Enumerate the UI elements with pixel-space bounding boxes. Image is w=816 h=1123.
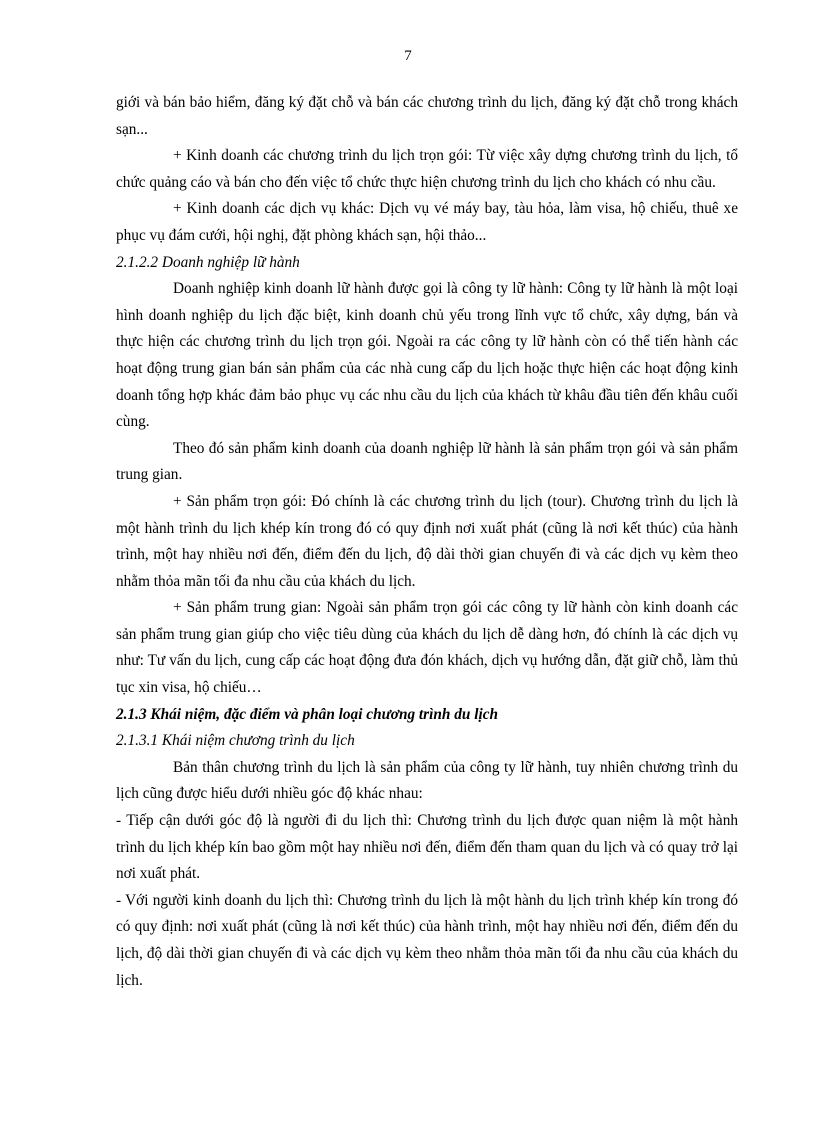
document-body (116, 90, 738, 994)
paragraph-package-product: + Sản phẩm trọn gói: Đó chính là các chương trình du lịch (tour). Chương trình du lịch là một hành trình du lịch khép kín trong đó có quy định nơi xuất phát (cũng là nơi kết thúc) của hành trình, một hay nhiều nơi đến, điểm đến du lịch, độ dài thời gian chuyến đi và các dịch vụ kèm theo nhằm thỏa mãn tối đa nhu cầu của khách du lịch. (116, 492, 738, 590)
paragraph-tour-concept-intro: Bản thân chương trình du lịch là sản phẩm của công ty lữ hành, tuy nhiên chương trình du lịch cũng được hiểu dưới nhiều góc độ khác nhau: (116, 758, 738, 803)
heading-2-1-2-2: 2.1.2.2 Doanh nghiệp lữ hành (116, 253, 300, 271)
heading-2-1-3-1: 2.1.3.1 Khái niệm chương trình du lịch (116, 732, 355, 750)
page-number: 7 (404, 48, 412, 64)
paragraph-product-types: Theo đó sản phẩm kinh doanh của doanh nghiệp lữ hành là sản phẩm trọn gói và sản phẩm trung gian. (116, 439, 738, 484)
paragraph-business-perspective: - Với người kinh doanh du lịch thì: Chương trình du lịch là một hành du lịch trình khép kín trong đó có quy định: nơi xuất phát (cũng là nơi kết thúc) của hành trình, một hay nhiều nơi đến, điểm đến du lịch, độ dài thời gian chuyến đi và các dịch vụ kèm theo nhằm thỏa mãn tối đa nhu cầu của khách du lịch. (116, 891, 738, 989)
paragraph-continuation: giới và bán bảo hiểm, đăng ký đặt chỗ và bán các chương trình du lịch, đăng ký đặt chỗ trong khách sạn... (116, 94, 738, 138)
paragraph-travel-company-definition: Doanh nghiệp kinh doanh lữ hành được gọi là công ty lữ hành: Công ty lữ hành là một loại hình doanh nghiệp du lịch đặc biệt, kinh doanh chủ yếu trong lĩnh vực tổ chức, xây dựng, bán và thực hiện các chương trình du lịch trọn gói. Ngoài ra các công ty lữ hành còn có thể tiến hành các hoạt động trung gian bán sản phẩm của các nhà cung cấp du lịch hoặc thực hiện các hoạt động kinh doanh tổng hợp khác đảm bảo phục vụ các nhu cầu du lịch của khách từ khâu đầu tiên đến khâu cuối cùng. (116, 280, 738, 431)
paragraph-traveler-perspective: - Tiếp cận dưới góc độ là người đi du lịch thì: Chương trình du lịch được quan niệm là một hành trình du lịch khép kín bao gồm một hay nhiều nơi đến, điểm đến tham quan du lịch và có quay trở lại nơi xuất phát. (116, 812, 738, 883)
paragraph-other-services: + Kinh doanh các dịch vụ khác: Dịch vụ vé máy bay, tàu hỏa, làm visa, hộ chiếu, thuê xe phục vụ đám cưới, hội nghị, đặt phòng khách sạn, hội thảo... (116, 200, 738, 244)
heading-2-1-3: 2.1.3 Khái niệm, đặc điểm và phân loại chương trình du lịch (116, 705, 499, 723)
paragraph-package-tours: + Kinh doanh các chương trình du lịch trọn gói: Từ việc xây dựng chương trình du lịch, tổ chức quảng cáo và bán cho đến việc tổ chức thực hiện chương trình du lịch cho khách có nhu cầu. (116, 147, 738, 191)
paragraph-intermediate-product: + Sản phẩm trung gian: Ngoài sản phẩm trọn gói các công ty lữ hành còn kinh doanh các sản phẩm trung gian giúp cho việc tiêu dùng của khách du lịch dễ dàng hơn, đó chính là các dịch vụ như: Tư vấn du lịch, cung cấp các hoạt động đưa đón khách, dịch vụ hướng dẫn, đặt giữ chỗ, làm thủ tục xin visa, hộ chiếu… (116, 599, 738, 697)
